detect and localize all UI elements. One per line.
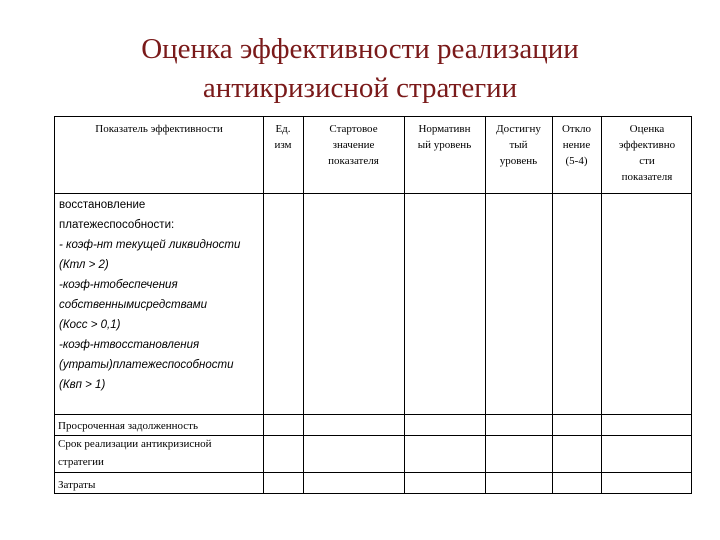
header-start-value: Стартовое значение показателя [328, 123, 379, 167]
title-line-1: Оценка эффективности реализации [141, 33, 579, 65]
row-divider [55, 414, 691, 415]
header-indicator: Показатель эффективности [95, 123, 223, 135]
row-divider [55, 193, 691, 194]
column-divider [303, 117, 304, 493]
row-costs: Затраты [58, 479, 96, 491]
slide-title [0, 30, 720, 108]
header-normative: Нормативн ый уровень [417, 123, 472, 151]
efficiency-table [54, 116, 692, 494]
column-divider [485, 117, 486, 493]
column-divider [404, 117, 405, 493]
header-deviation: Откло нение (5-4) [561, 123, 592, 167]
row-strategy-term: Срок реализации антикризисной стратегии [58, 438, 212, 468]
header-unit: Ед. изм [274, 123, 292, 151]
row-overdue-debt: Просроченная задолженность [58, 420, 198, 432]
column-divider [552, 117, 553, 493]
row-divider [55, 472, 691, 473]
header-assessment: Оценка эффективно сти показателя [618, 123, 676, 183]
title-line-2: антикризисной стратегии [202, 72, 518, 104]
column-divider [263, 117, 264, 493]
header-achieved: Достигну тый уровень [496, 123, 541, 167]
row-solvency-restoration: восстановление платежеспособности: - коэф-нт текущей ликвидности (Ктл > 2) -коэф-нтобеспечения собственнымисредствами (Косс > 0,1) -коэф-нтвосстановления (утраты)платежеспособности (Квп > 1) [59, 199, 241, 391]
